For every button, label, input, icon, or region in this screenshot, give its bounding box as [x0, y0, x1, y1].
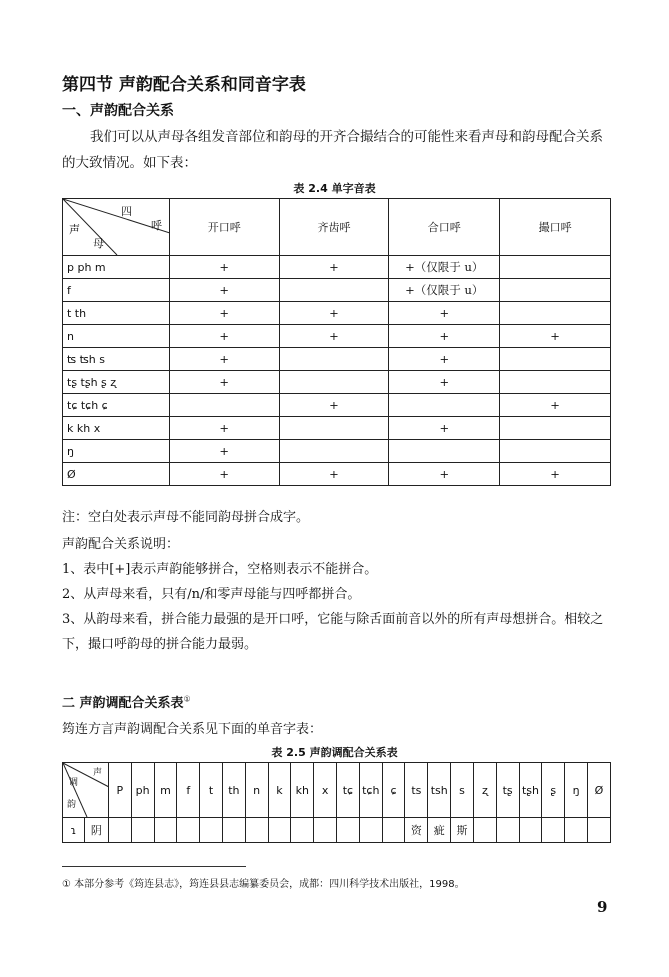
column-header: ʐ: [473, 763, 496, 818]
table-cell: +: [389, 417, 500, 440]
table1-header-row: [63, 199, 611, 256]
table-cell: [279, 279, 389, 302]
table-cell: +: [389, 348, 500, 371]
table-cell: +: [279, 394, 389, 417]
table-row: [63, 302, 611, 325]
table-cell: [337, 818, 360, 843]
table-row: [63, 279, 611, 302]
column-header: tʂh: [519, 763, 542, 818]
explain-item-2: 2、从声母来看，只有/n/和零声母能与四呼都拼合。: [62, 587, 361, 602]
table-cell: +: [389, 371, 500, 394]
table-cell: [500, 256, 611, 279]
table-cell: [108, 818, 131, 843]
table-cell: [542, 818, 565, 843]
table-cell: [500, 440, 611, 463]
corner-top-label: 四: [121, 205, 132, 218]
footnote-divider: [62, 866, 246, 867]
table-cell: +: [169, 348, 279, 371]
initial-cell: tʂ tʂh ʂ ʐ: [63, 371, 170, 394]
column-header: m: [154, 763, 177, 818]
table-cell: +: [500, 325, 611, 348]
table-note: 注：空白处表示声母不能同韵母拼合成字。: [62, 510, 310, 525]
column-header: P: [108, 763, 131, 818]
table-cell: +: [279, 463, 389, 486]
column-header: s: [451, 763, 474, 818]
table-cell: +: [169, 440, 279, 463]
footnote: ① 本部分参考《筠连县志》，筠连县县志编纂委员会，成都：四川科学技术出版社，1998。: [62, 879, 465, 890]
table-cell: [565, 818, 588, 843]
column-header: ŋ: [565, 763, 588, 818]
tone-table: [62, 762, 611, 843]
column-header: t: [200, 763, 223, 818]
table-cell: [389, 394, 500, 417]
table-cell: +: [169, 279, 279, 302]
table-cell: 疵: [428, 818, 451, 843]
column-header: th: [222, 763, 245, 818]
explain-title: 声韵配合关系说明：: [62, 537, 180, 552]
initial-cell: ʦ ʦh s: [63, 348, 170, 371]
table-cell: [177, 818, 200, 843]
table-cell: [279, 417, 389, 440]
column-header: f: [177, 763, 200, 818]
section-title: 第四节 声韵配合关系和同音字表: [62, 75, 306, 95]
column-header: x: [314, 763, 337, 818]
table2-header-row: [63, 763, 611, 818]
table-cell: +: [169, 463, 279, 486]
intro-2: 筠连方言声韵调配合关系见下面的单音字表：: [62, 722, 323, 737]
tone-cell: 阴: [84, 818, 108, 843]
table-cell: [382, 818, 405, 843]
table-cell: [279, 371, 389, 394]
page-number: 9: [597, 898, 608, 916]
corner-right-label: 呼: [151, 219, 162, 232]
column-header: 撮口呼: [500, 199, 611, 256]
table-row: [63, 325, 611, 348]
table-cell: [268, 818, 291, 843]
table-cell: +: [279, 302, 389, 325]
initial-cell: k kh x: [63, 417, 170, 440]
table-cell: [291, 818, 314, 843]
table-cell: +: [389, 302, 500, 325]
table-row: [63, 440, 611, 463]
explain-item-1: 1、表中[+]表示声韵能够拼合，空格则表示不能拼合。: [62, 562, 378, 577]
table-cell: +（仅限于 u）: [389, 256, 500, 279]
table-cell: [279, 348, 389, 371]
table-cell: [222, 818, 245, 843]
column-header: k: [268, 763, 291, 818]
subheading-1: 一、声韵配合关系: [62, 103, 174, 119]
column-header: tsh: [428, 763, 451, 818]
table-row: [63, 256, 611, 279]
table-row: [63, 463, 611, 486]
table-cell: +: [279, 325, 389, 348]
table-cell: +: [500, 463, 611, 486]
corner-bottom-label: 母: [93, 237, 104, 250]
table-cell: +: [169, 371, 279, 394]
table-cell: [500, 371, 611, 394]
table-cell: [154, 818, 177, 843]
initial-cell: p ph m: [63, 256, 170, 279]
table-cell: [245, 818, 268, 843]
corner-top-label: 声: [93, 768, 103, 778]
initial-cell: Ø: [63, 463, 170, 486]
final-cell: ɿ: [63, 818, 85, 843]
table2-row: [63, 818, 611, 843]
table-row: [63, 394, 611, 417]
syllable-table: [62, 198, 611, 486]
corner-left-label: 声: [69, 223, 80, 236]
column-header: 开口呼: [169, 199, 279, 256]
column-header: ph: [131, 763, 154, 818]
table1-caption: 表 2.4 单字音表: [293, 182, 376, 195]
intro-paragraph: [62, 124, 612, 176]
table-cell: [500, 348, 611, 371]
subheading-2: [62, 692, 191, 711]
column-header: n: [245, 763, 268, 818]
initial-cell: t th: [63, 302, 170, 325]
table-cell: +: [169, 256, 279, 279]
table-row: [63, 348, 611, 371]
table2-corner-cell: [63, 763, 109, 818]
column-header: kh: [291, 763, 314, 818]
column-header: ɕ: [382, 763, 405, 818]
corner-bottom-label: 韵: [67, 800, 77, 810]
table-cell: [500, 417, 611, 440]
column-header: ʂ: [542, 763, 565, 818]
initial-cell: ŋ: [63, 440, 170, 463]
column-header: tʂ: [496, 763, 519, 818]
column-header: tɕ: [337, 763, 360, 818]
initial-cell: tɕ tɕh ɕ: [63, 394, 170, 417]
column-header: tɕh: [359, 763, 382, 818]
column-header: 齐齿呼: [279, 199, 389, 256]
table-cell: +: [389, 325, 500, 348]
initial-cell: n: [63, 325, 170, 348]
table-cell: [500, 279, 611, 302]
table-cell: [131, 818, 154, 843]
initial-cell: f: [63, 279, 170, 302]
table-cell: +（仅限于 u）: [389, 279, 500, 302]
table-cell: 斯: [451, 818, 474, 843]
intro-paragraph-text: 我们可以从声母各组发音部位和韵母的开齐合撮结合的可能性来看声母和韵母配合关系的大致情况。如下表：: [62, 129, 603, 171]
table-cell: [519, 818, 542, 843]
table-cell: [500, 302, 611, 325]
table-cell: +: [500, 394, 611, 417]
table-cell: +: [169, 417, 279, 440]
table-cell: [588, 818, 611, 843]
table-cell: +: [169, 325, 279, 348]
table1-body: [63, 256, 611, 486]
column-header: 合口呼: [389, 199, 500, 256]
footnote-marker: ①: [183, 694, 191, 704]
column-header: ts: [405, 763, 428, 818]
table-cell: [279, 440, 389, 463]
table-cell: +: [279, 256, 389, 279]
table-cell: [389, 440, 500, 463]
table-cell: +: [389, 463, 500, 486]
table-cell: [169, 394, 279, 417]
column-header: Ø: [588, 763, 611, 818]
table-cell: [200, 818, 223, 843]
table1-corner-cell: [63, 199, 170, 256]
table-cell: [496, 818, 519, 843]
table-cell: [359, 818, 382, 843]
explain-item-3: 3、从韵母来看，拼合能力最强的是开口呼，它能与除舌面前音以外的所有声母想拼合。相较之下，撮口呼韵母的拼合能力最弱。: [62, 612, 604, 652]
table-cell: +: [169, 302, 279, 325]
subheading-2-text: 二 声韵调配合关系表: [62, 696, 184, 711]
table-cell: [314, 818, 337, 843]
corner-middle-label: 调: [69, 778, 79, 788]
table-row: [63, 417, 611, 440]
table-cell: [473, 818, 496, 843]
table-cell: 资: [405, 818, 428, 843]
table-row: [63, 371, 611, 394]
table2-caption: 表 2.5 声韵调配合关系表: [271, 746, 398, 759]
